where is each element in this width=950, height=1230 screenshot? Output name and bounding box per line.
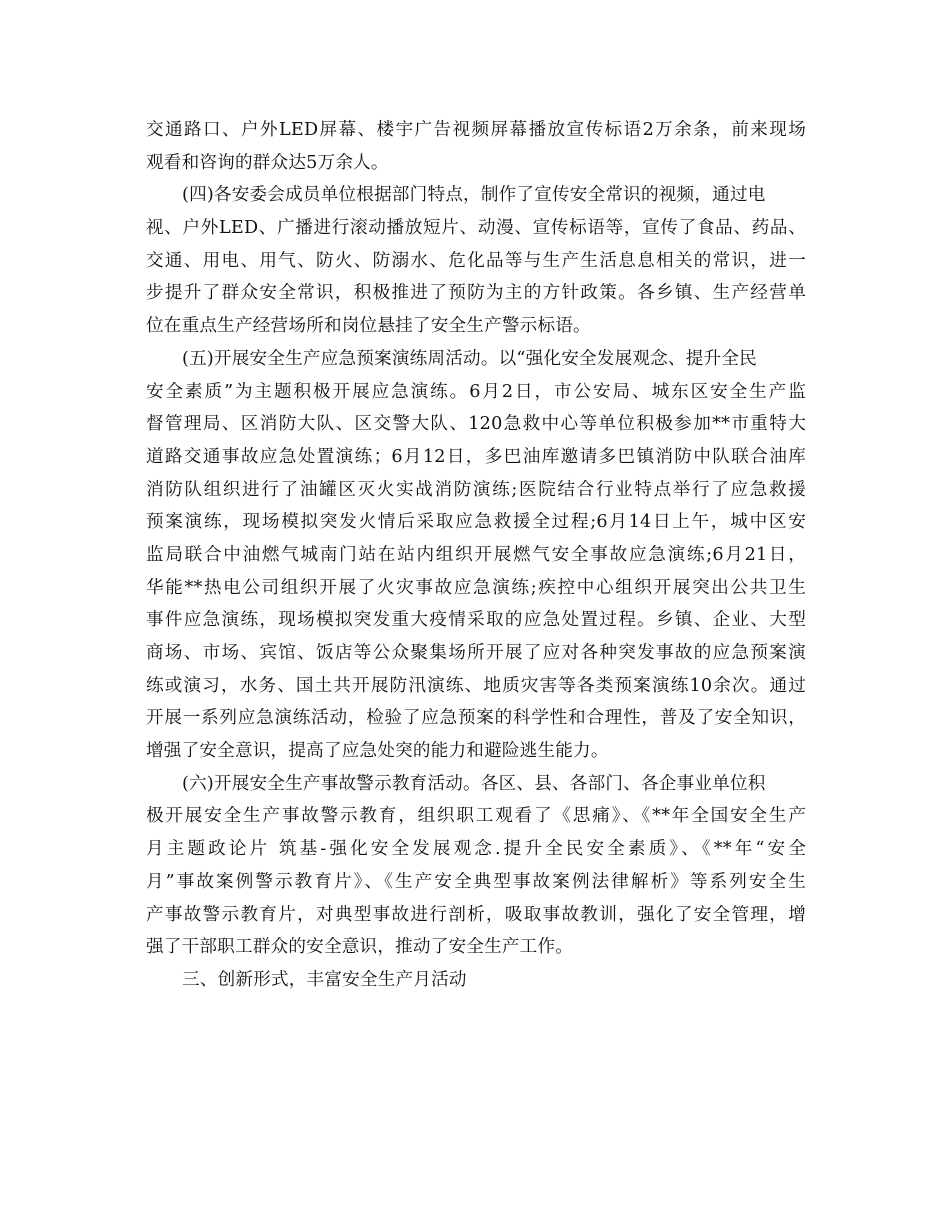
- text-line: 预案演练，现场模拟突发火情后采取应急救援全过程;6月14日上午，城中区安: [146, 512, 806, 533]
- text-line: 监局联合中油燃气城南门站在站内组织开展燃气安全事故应急演练;6月21日，: [146, 544, 806, 565]
- document-body: [146, 114, 806, 997]
- text-line: 月”事故案例警示教育片》、《生产安全典型事故案例法律解析》等系列安全生: [146, 871, 806, 892]
- text-line: 产事故警示教育片，对典型事故进行剖析，吸取事故教训，强化了安全管理，增: [146, 904, 806, 925]
- text-line: 督管理局、区消防大队、区交警大队、120急救中心等单位积极参加**市重特大: [146, 414, 806, 435]
- text-line: 安全素质”为主题积极开展应急演练。6月2日，市公安局、城东区安全生产监: [146, 381, 806, 402]
- text-line: 事件应急演练，现场模拟突发重大疫情采取的应急处置过程。乡镇、企业、大型: [146, 610, 806, 631]
- text-line: 消防队组织进行了油罐区灭火实战消防演练;医院结合行业特点举行了应急救援: [146, 479, 806, 500]
- section-heading: 三、创新形式，丰富安全生产月活动: [182, 969, 467, 990]
- paragraph-start-line: (四)各安委会成员单位根据部门特点，制作了宣传安全常识的视频，通过电: [182, 185, 766, 206]
- text-line: 道路交通事故应急处置演练；6月12日，多巴油库邀请多巴镇消防中队联合油库: [146, 446, 806, 467]
- text-line: 华能**热电公司组织开展了火灾事故应急演练;疾控中心组织开展突出公共卫生: [146, 577, 806, 598]
- text-line: 增强了安全意识，提高了应急处突的能力和避险逃生能力。: [146, 741, 609, 762]
- text-line: 强了干部职工群众的安全意识，推动了安全生产工作。: [146, 937, 574, 958]
- text-line: 开展一系列应急演练活动，检验了应急预案的科学性和合理性，普及了安全知识，: [146, 708, 806, 729]
- paragraph-start-line: (五)开展安全生产应急预案演练周活动。以“强化安全发展观念、提升全民: [182, 348, 757, 369]
- paragraph-start-line: (六)开展安全生产事故警示教育活动。各区、县、各部门、各企事业单位积: [182, 773, 766, 794]
- text-line: 交通路口、户外LED屏幕、楼宇广告视频屏幕播放宣传标语2万余条，前来现场: [146, 120, 806, 140]
- text-line: 位在重点生产经营场所和岗位悬挂了安全生产警示标语。: [146, 316, 591, 337]
- text-line: 练或演习，水务、国土共开展防汛演练、地质灾害等各类预案演练10余次。通过: [146, 675, 806, 696]
- text-line: 交通、用电、用气、防火、防溺水、危化品等与生产生活息息相关的常识，进一: [146, 250, 806, 271]
- text-line: 观看和咨询的群众达5万余人。: [146, 152, 389, 173]
- text-line: 步提升了群众安全常识，积极推进了预防为主的方针政策。各乡镇、生产经营单: [146, 283, 806, 304]
- text-line: 视、户外LED、广播进行滚动播放短片、动漫、宣传标语等，宣传了食品、药品、: [146, 218, 806, 239]
- text-line: 极开展安全生产事故警示教育，组织职工观看了《思痛》、《**年全国安全生产: [146, 806, 806, 827]
- text-line: 月主题政论片 筑基-强化安全发展观念.提升全民安全素质》、《**年“安全: [146, 839, 806, 860]
- text-line: 商场、市场、宾馆、饭店等公众聚集场所开展了应对各种突发事故的应急预案演: [146, 643, 806, 663]
